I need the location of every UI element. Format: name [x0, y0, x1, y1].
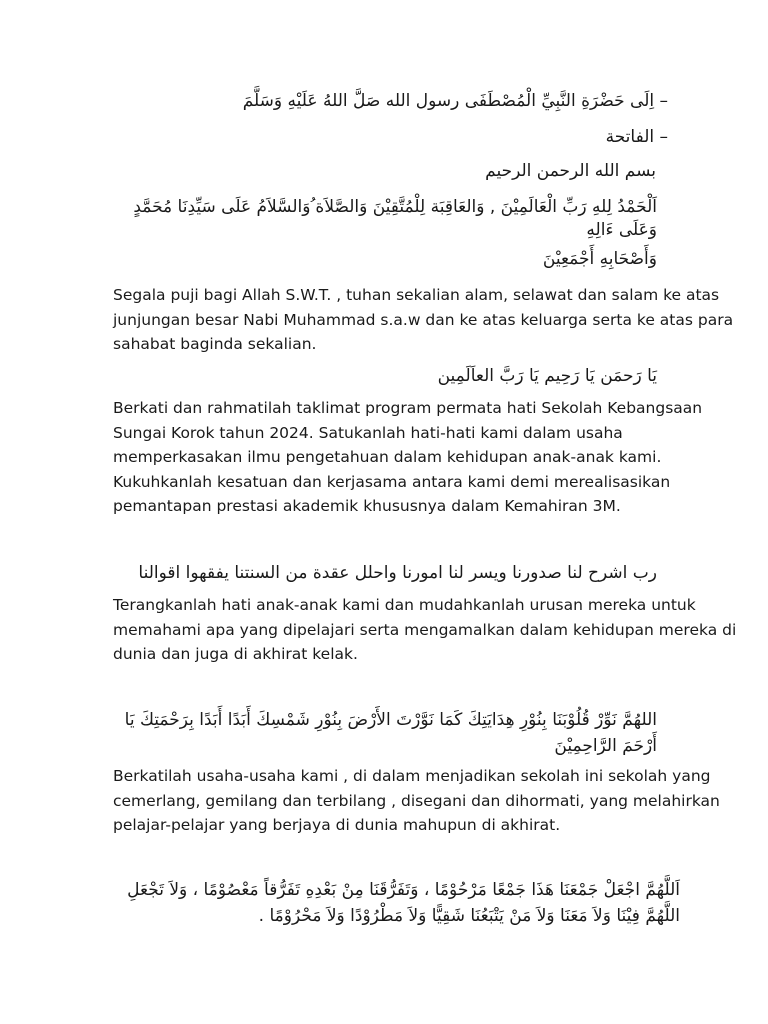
arabic-salutation-line-1: – اِلَى حَضْرَةِ النَّبِيِّ الْمُصْطَفَى رسول الله صَلَّ اللهُ عَلَيْهِ وَسَلَّمَ [242, 91, 668, 111]
paragraph-line: Kukuhkanlah kesatuan dan kerjasama antara kami demi merealisasikan [113, 472, 671, 491]
malay-paragraph-school [113, 764, 720, 838]
arabic-ya-rahman: يَا رَحمَن يَا رَحِيم يَا رَبَّ العاَلَمِين [437, 366, 657, 386]
malay-paragraph-enlighten [113, 593, 737, 667]
paragraph-line: Terangkanlah hati anak-anak kami dan mudahkanlah urusan mereka untuk [113, 596, 696, 614]
paragraph-line: Berkati dan rahmatilah taklimat program permata hati Sekolah Kebangsaan [113, 399, 703, 417]
malay-paragraph-blessing [113, 396, 703, 519]
arabic-salutation-line-2: – الفاتحة [605, 127, 668, 147]
arabic-ijal-line-2: اللَّهُمَّ فِيْنَا وَلاَ مَعَنَا وَلاَ مَنْ يَتْبَعُنَا شَقِيًّا وَلاَ مَطْرُوْدًا وَلاَ مَحْرُوْمًا . [258, 906, 680, 926]
arabic-ijal-line-1: اَللَّهُمَّ اجْعَلْ جَمْعَنَا هَذَا جَمْعًا مَرْحُوْمًا ، وَتَفَرُّقَنَا مِنْ بَعْدِهِ تَفَرُّقاً مَعْصُوْمًا ، وَلاَ تَجْعَلِ [127, 880, 680, 900]
basmalah: بسم الله الرحمن الرحيم [485, 161, 656, 181]
paragraph-line: Sungai Korok tahun 2024. Satukanlah hati-hati kami dalam usaha [113, 423, 623, 442]
arabic-nawwir-line-1: اللهُمَّ نَوِّرْ قُلُوْبَنَا بِنُوْرِ هِدَايَتِكَ كَمَا نَوَّرْتَ الأَرْضَ بِنُوْرِ شَمْسِكَ أَبَدًا أَبَدًا بِرَحْمَتِكَ يَا [124, 710, 657, 730]
paragraph-line: dunia dan juga di akhirat kelak. [113, 645, 358, 663]
hamdalah-line-1: اَلْحَمْدُ لِلهِ رَبِّ الْعَالَمِيْنَ , وَالعَاقِبَة لِلْمُتَّقِيْنَ وَالصَّلاَة ُوَالسَّلاَمُ عَلَى سَيِّدِنَا مُحَمَّدٍ [133, 197, 657, 217]
paragraph-line: cemerlang, gemilang dan terbilang , disegani dan dihormati, yang melahirkan [113, 791, 720, 810]
hamdalah-line-3: وَأَصْحَابِهِ أَجْمَعِيْنَ [542, 249, 657, 269]
hamdalah-line-2: وَعَلَى ءَالِهِ [586, 220, 657, 240]
paragraph-line: pemantapan prestasi akademik khususnya dalam Kemahiran 3M. [113, 497, 621, 515]
arabic-nawwir-line-2: أَرْحَمَ الرَّاحِمِيْنَ [554, 736, 657, 756]
paragraph-line: sahabat baginda sekalian. [113, 335, 317, 353]
paragraph-line: memperkasakan ilmu pengetahuan dalam kehidupan anak-anak kami. [113, 448, 662, 466]
paragraph-line: memahami apa yang dipelajari serta mengamalkan dalam kehidupan mereka di [113, 620, 737, 639]
paragraph-line: pelajar-pelajar yang berjaya di dunia mahupun di akhirat. [113, 816, 561, 834]
paragraph-line: junjungan besar Nabi Muhammad s.a.w dan ke atas keluarga serta ke atas para [113, 310, 734, 329]
arabic-rabbi-shrah: رب اشرح لنا صدورنا ويسر لنا امورنا واحلل عقدة من السنتنا يفقهوا اقوالنا [138, 563, 657, 583]
malay-paragraph-praise [113, 283, 734, 357]
paragraph-line: Segala puji bagi Allah S.W.T. , tuhan sekalian alam, selawat dan salam ke atas [113, 286, 720, 304]
paragraph-line: Berkatilah usaha-usaha kami , di dalam menjadikan sekolah ini sekolah yang [113, 767, 711, 785]
